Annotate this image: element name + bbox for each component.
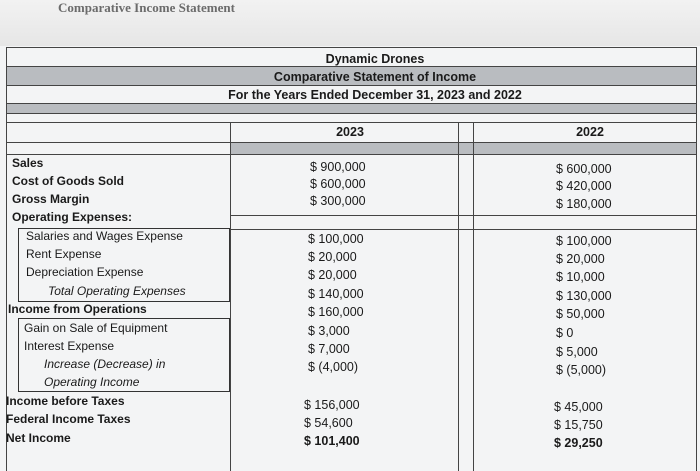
grid-line	[6, 154, 696, 155]
value-2022-increase-decrease: $ (5,000)	[556, 363, 607, 377]
row-label-increase-decrease: Increase (Decrease) in	[44, 357, 166, 371]
grid-line	[6, 66, 696, 67]
value-2022-cogs: $ 420,000	[556, 179, 612, 193]
company-name: Dynamic Drones	[325, 52, 425, 66]
row-label-gross-margin: Gross Margin	[12, 192, 90, 206]
row-label-rent: Rent Expense	[26, 247, 102, 261]
row-label-operating-income: Operating Income	[44, 375, 140, 389]
row-label-operating-expenses: Operating Expenses:	[12, 210, 133, 224]
grid-line	[696, 47, 697, 471]
value-2023-net-income: $ 101,400	[304, 434, 360, 448]
row-label-income-before-taxes: Income before Taxes	[6, 394, 125, 408]
value-2022-income-ops: $ 50,000	[556, 307, 605, 321]
grid-line	[473, 122, 474, 471]
row-label-income-from-operations: Income from Operations	[8, 302, 147, 316]
grid-line	[230, 215, 696, 216]
row-label-interest-expense: Interest Expense	[24, 339, 115, 353]
row-label-net-income: Net Income	[6, 431, 71, 445]
grid-line	[6, 47, 696, 48]
value-2022-depreciation: $ 10,000	[556, 270, 605, 284]
value-2023-income-ops: $ 160,000	[308, 305, 364, 319]
grid-line	[458, 122, 459, 471]
column-header-2023: 2023	[336, 125, 364, 139]
value-2022-rent: $ 20,000	[556, 252, 605, 266]
value-2023-salaries: $ 100,000	[308, 232, 364, 246]
row-label-depreciation: Depreciation Expense	[26, 265, 144, 279]
row-label-federal-taxes: Federal Income Taxes	[6, 412, 131, 426]
row-label-sales: Sales	[12, 156, 44, 170]
column-header-2022: 2022	[576, 125, 604, 139]
row-label-cogs: Cost of Goods Sold	[12, 174, 124, 188]
grid-line	[230, 229, 696, 230]
header-shade-row3	[230, 142, 696, 154]
statement-title: Comparative Statement of Income	[273, 70, 477, 84]
grid-line	[230, 122, 231, 471]
value-2022-net-income: $ 29,250	[554, 436, 603, 450]
value-2023-interest: $ 7,000	[308, 342, 350, 356]
value-2023-depreciation: $ 20,000	[308, 268, 357, 282]
value-2022-sales: $ 600,000	[556, 162, 612, 176]
value-2022-total-opex: $ 130,000	[556, 289, 612, 303]
grid-line	[6, 85, 696, 86]
value-2023-rent: $ 20,000	[308, 250, 357, 264]
value-2023-total-opex: $ 140,000	[308, 287, 364, 301]
row-label-total-opex: Total Operating Expenses	[48, 284, 186, 298]
value-2022-federal-taxes: $ 15,750	[554, 418, 603, 432]
grid-line	[6, 122, 696, 123]
value-2023-increase-decrease: $ (4,000)	[308, 360, 359, 374]
page-heading: Comparative Income Statement	[58, 0, 235, 15]
value-2022-salaries: $ 100,000	[556, 234, 612, 248]
value-2023-federal-taxes: $ 54,600	[304, 416, 353, 430]
header-shade-row2	[6, 103, 696, 113]
value-2023-income-before-taxes: $ 156,000	[304, 398, 360, 412]
value-2023-cogs: $ 600,000	[310, 177, 366, 191]
value-2023-gross-margin: $ 300,000	[310, 194, 366, 208]
row-label-gain-on-sale: Gain on Sale of Equipment	[24, 321, 168, 335]
statement-period: For the Years Ended December 31, 2023 and 2022	[228, 88, 522, 102]
grid-line	[6, 142, 696, 143]
row-label-salaries: Salaries and Wages Expense	[26, 229, 183, 243]
grid-line	[6, 113, 696, 114]
value-2022-gross-margin: $ 180,000	[556, 197, 612, 211]
value-2022-interest: $ 5,000	[556, 345, 598, 359]
value-2022-income-before-taxes: $ 45,000	[554, 400, 603, 414]
grid-line	[6, 103, 696, 104]
value-2022-gain: $ 0	[556, 326, 574, 340]
value-2023-gain: $ 3,000	[308, 324, 350, 338]
value-2023-sales: $ 900,000	[310, 160, 366, 174]
